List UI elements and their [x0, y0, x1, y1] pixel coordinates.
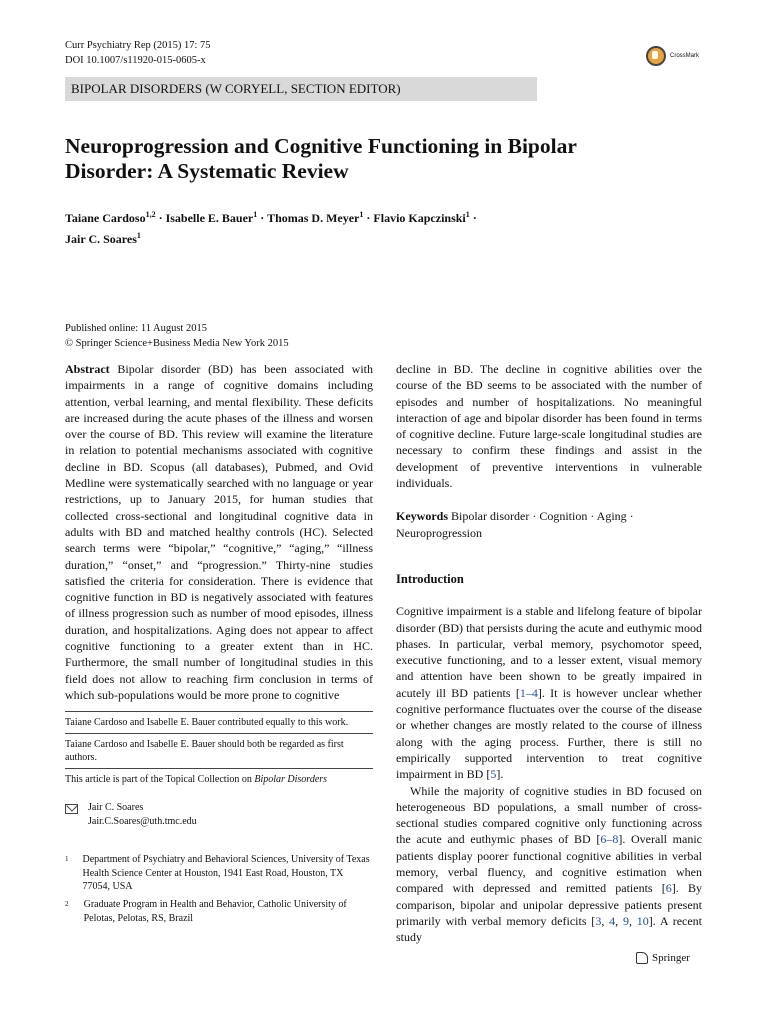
- intro-text: While the majority of cognitive studies in BD focused on heterogeneous BD populations, a small number of cross-sectional studies compared cognitive only functioning across the acute and euthymic phases of BD [: [396, 783, 702, 847]
- intro-text: ]. By comparison, bipolar and unipolar depressive patients present primarily with verbal memory deficits [: [396, 881, 702, 928]
- intro-text: ].: [496, 767, 504, 782]
- affiliation-number: 1: [65, 855, 69, 863]
- affiliation-text: Department of Psychiatry and Behavioral Sciences, University of Texas Health Science Center at Houston, 1941 East Road, Houston, TX 77054, USA: [82, 854, 370, 892]
- publication-info: [65, 321, 289, 351]
- springer-horse-icon: [636, 952, 648, 964]
- abstract-text-left: Bipolar disorder (BD) has been associated with impairments in a range of cognitive domains including attention, verbal learning, and mental flexibility. These deficits are increased during the acute phases of the illness and worsen over the course of BD. This review will examine the literature in relation to potential mechanisms associated with cognitive decline in BD. Scopus (all databases), Pubmed, and Ovid Medline were systematically searched with no language or year restrictions, up to January 2015, for human studies that collected cross-sectional and longitudinal cognitive data in adults with BD and matched healthy controls (HC). Selected search terms were “bipolar,” “cognitive,” “aging,” “illness duration,” “onset,” and “progression.” Thirty-nine studies satisfied the criteria for consideration. There is evidence that cognitive function in BD is negatively associated with features of illness progression such as number of mood episodes, illness duration, and hospitalizations. Aging does not appear to affect cognitive functioning to a greater extent than in HC. Furthermore, the small number of longitudinal studies in this field does not allow to reaching firm conclusion in terms of which sub-populations would be more prone to cognitive: [65, 362, 374, 702]
- crossmark-badge[interactable]: [646, 46, 699, 66]
- author-name[interactable]: Isabelle E. Bauer: [165, 211, 254, 225]
- envelope-icon: [65, 804, 78, 814]
- author-separator: ·: [257, 211, 268, 225]
- publisher-logo: [636, 952, 690, 964]
- author-list: [65, 206, 685, 248]
- intro-text: ]. Overall manic patients display poorer functional cognitive abilities in verbal memory, verbal fluency, and cognitive estimation when compared with depressed and remitted patients [: [396, 832, 702, 896]
- author-separator: ·: [363, 211, 374, 225]
- title-line-2: Disorder: A Systematic Review: [65, 159, 349, 183]
- footnote-first-authors: Taiane Cardoso and Isabelle E. Bauer should both be regarded as first authors.: [65, 733, 373, 768]
- intro-text: Cognitive impairment is a stable and lifelong feature of bipolar disorder (BD) that persists during the acute and euthymic mood phases. In particular, verbal memory, psychomotor speed, executive functioning, and to a lesser extent, visual memory and attention have been shown to be greatly impaired in acutely ill BD patients [: [396, 604, 702, 700]
- citation-link[interactable]: 6: [665, 881, 672, 896]
- footnote-equal-contribution: Taiane Cardoso and Isabelle E. Bauer contributed equally to this work.: [65, 711, 373, 733]
- affiliation-2: [65, 898, 373, 925]
- title-line-1: Neuroprogression and Cognitive Functioning in Bipolar: [65, 134, 577, 158]
- footnotes: [65, 711, 373, 789]
- author-affiliation-sup: 1: [359, 210, 364, 219]
- collection-topic: Bipolar Disorders: [254, 773, 328, 785]
- author-affiliation-sup: 1: [136, 231, 141, 240]
- crossmark-label: CrossMark: [670, 53, 700, 59]
- citation-separator: ,: [628, 913, 637, 928]
- abstract-left-column: [65, 361, 373, 703]
- citation-link[interactable]: 1–4: [519, 685, 538, 700]
- section-banner: BIPOLAR DISORDERS (W CORYELL, SECTION EDITOR): [65, 77, 537, 101]
- author-separator: ·: [155, 211, 166, 225]
- abstract: [65, 361, 373, 703]
- affiliation-text: Graduate Program in Health and Behavior, Catholic University of Pelotas, Pelotas, RS, Brazil: [83, 899, 347, 924]
- keywords-label: Keywords: [396, 509, 448, 524]
- author-name[interactable]: Taiane Cardoso: [65, 211, 146, 225]
- abstract-label: Abstract: [65, 362, 110, 376]
- author-affiliation-sup: 1,2: [145, 210, 156, 219]
- author-affiliation-sup: 1: [253, 210, 258, 219]
- keywords: [396, 508, 702, 541]
- article-title: [65, 134, 685, 184]
- author-name[interactable]: Thomas D. Meyer: [267, 211, 360, 225]
- citation-link[interactable]: 6–8: [600, 832, 619, 847]
- published-date: Published online: 11 August 2015: [65, 323, 207, 334]
- right-column: [396, 361, 702, 946]
- introduction-paragraph-1: [396, 603, 702, 782]
- author-affiliation-sup: 1: [465, 210, 470, 219]
- author-name[interactable]: Jair C. Soares: [65, 232, 137, 246]
- correspondence-email[interactable]: Jair.C.Soares@uth.tmc.edu: [88, 815, 197, 827]
- intro-text: ]. A recent study: [396, 913, 703, 945]
- introduction-paragraph-2: [396, 783, 702, 946]
- abstract-text-right: decline in BD. The decline in cognitive abilities over the course of the BD seems to be associated with the number of episodes and number of hospitalizations. No meaningful interaction of age and bipolar disorder has been found in terms of cognitive decline. Future large-scale longitudinal studies are necessary to confirm these findings and assist in the development of preventive interventions in vulnerable individuals.: [396, 362, 702, 491]
- footnote-topical-collection: [65, 768, 373, 790]
- journal-header: [65, 38, 211, 68]
- intro-text: ]. It is however unclear whether cognitive performance fluctuates over the course of the disease or whether changes are mostly related to the course of illness along with the aging process. Further, there is still no empirically supported intervention to treat cognitive impairment in BD [: [396, 685, 703, 782]
- crossmark-icon: [646, 46, 666, 66]
- collection-prefix: This article is part of the Topical Collection on: [65, 773, 255, 785]
- affiliation-1: [65, 853, 373, 894]
- citation-link[interactable]: 4: [609, 913, 616, 928]
- author-separator: ·: [469, 211, 477, 225]
- correspondence: [65, 801, 197, 828]
- citation-link[interactable]: 3: [595, 913, 602, 928]
- affiliation-number: 2: [65, 900, 69, 908]
- correspondence-name: Jair C. Soares: [88, 802, 144, 813]
- citation-separator: ,: [601, 913, 610, 928]
- doi[interactable]: DOI 10.1007/s11920-015-0605-x: [65, 55, 206, 66]
- citation-link[interactable]: 9: [622, 913, 629, 928]
- keywords-text: Bipolar disorder · Cognition · Aging · Neuroprogression: [396, 509, 634, 540]
- citation-link[interactable]: 10: [636, 913, 649, 928]
- copyright: © Springer Science+Business Media New York 2015: [65, 338, 289, 349]
- author-name[interactable]: Flavio Kapczinski: [373, 211, 466, 225]
- citation-separator: ,: [615, 913, 623, 928]
- journal-citation: Curr Psychiatry Rep (2015) 17: 75: [65, 40, 211, 51]
- citation-link[interactable]: 5: [490, 767, 497, 782]
- introduction-heading: Introduction: [396, 571, 464, 586]
- publisher-name: Springer: [652, 952, 690, 964]
